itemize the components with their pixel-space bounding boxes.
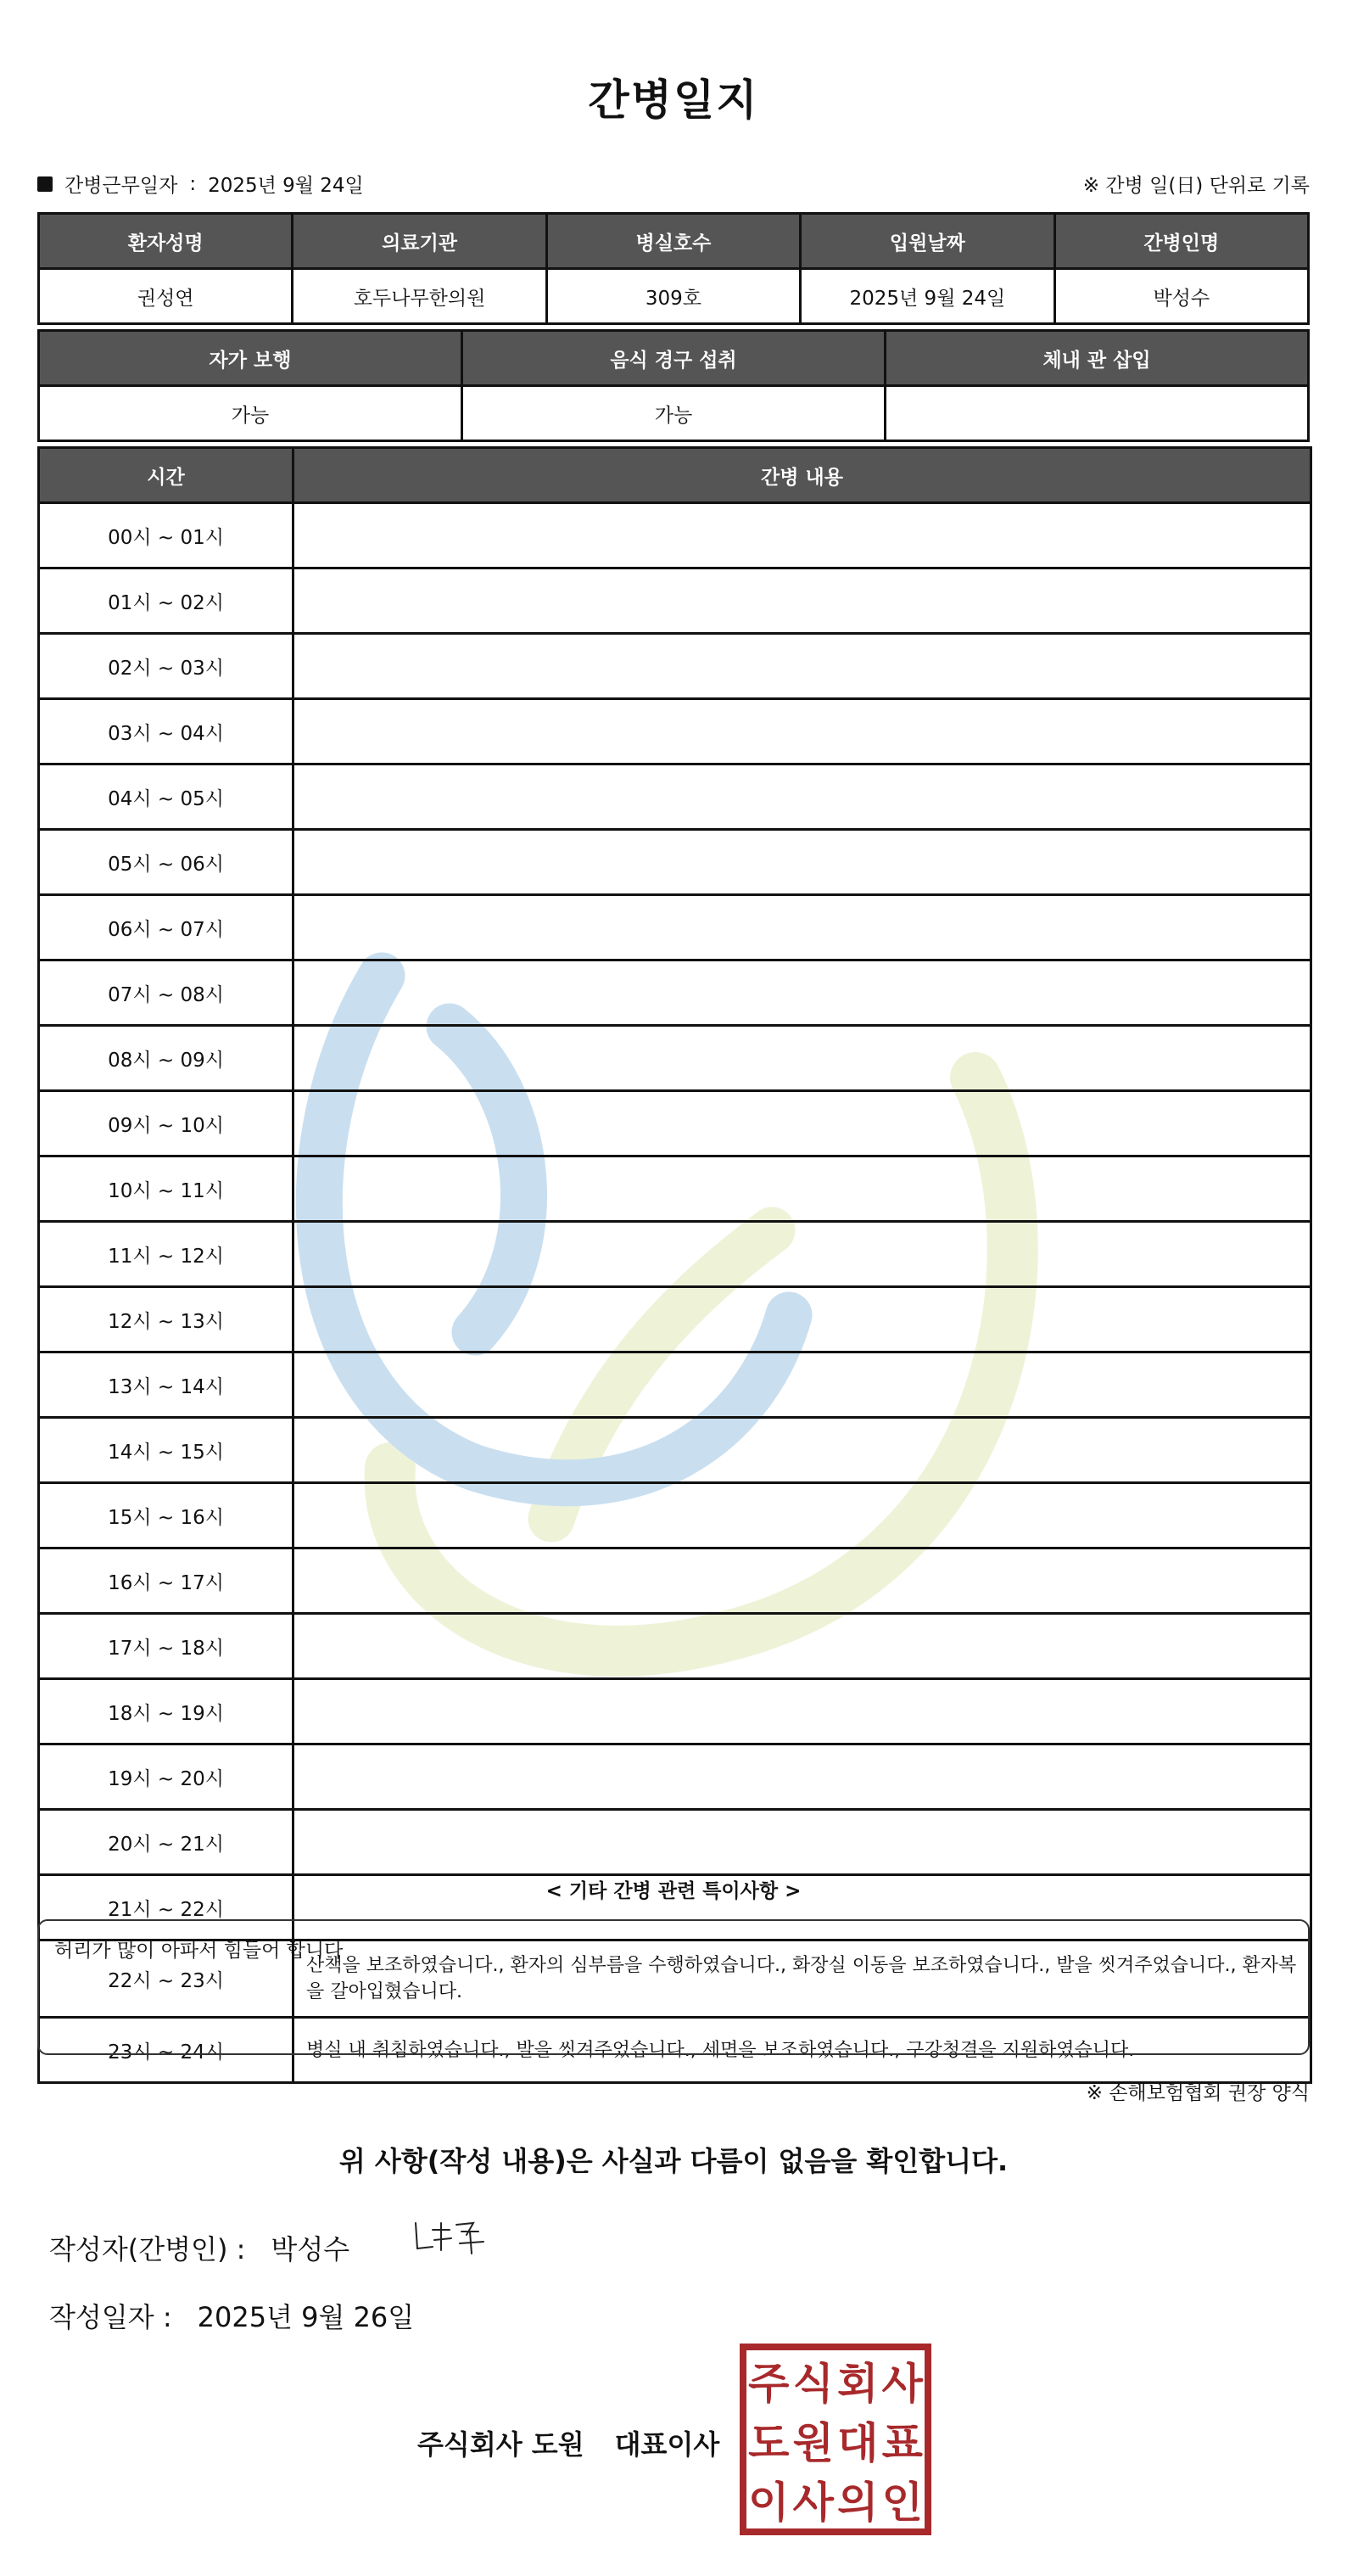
log-time-cell: 17시 ~ 18시: [39, 1614, 293, 1679]
header-patient-name: 환자성명: [39, 214, 293, 269]
log-content-cell: [293, 1483, 1311, 1548]
header-tube-insertion: 체내 관 삽입: [886, 331, 1309, 386]
work-date-line: [37, 170, 364, 198]
log-time-cell: 15시 ~ 16시: [39, 1483, 293, 1548]
header-self-walking: 자가 보행: [39, 331, 462, 386]
seal-character: 의: [837, 2478, 879, 2528]
log-content-cell: [293, 1548, 1311, 1614]
log-content-cell: [293, 1091, 1311, 1156]
log-row: [39, 1418, 1311, 1483]
header-room-number: 병실호수: [546, 214, 800, 269]
log-time-cell: 07시 ~ 08시: [39, 960, 293, 1026]
log-content-cell: [293, 1679, 1311, 1744]
log-row: [39, 1744, 1311, 1810]
log-time-cell: 08시 ~ 09시: [39, 1026, 293, 1091]
work-date-separator: :: [189, 172, 197, 195]
log-row: [39, 1287, 1311, 1352]
log-row: [39, 1810, 1311, 1875]
header-time: 시간: [39, 448, 293, 503]
log-row: [39, 764, 1311, 830]
log-content-cell: [293, 895, 1311, 960]
header-medical-institution: 의료기관: [293, 214, 546, 269]
notes-title: < 기타 간병 관련 특이사항 >: [545, 1880, 802, 1902]
tube-insertion-value: [886, 386, 1309, 441]
seal-character: 이: [748, 2478, 790, 2528]
log-content-cell: [293, 764, 1311, 830]
log-row: [39, 1679, 1311, 1744]
log-time-cell: 05시 ~ 06시: [39, 830, 293, 895]
log-content-cell: [293, 1744, 1311, 1810]
log-content-cell: [293, 1418, 1311, 1483]
log-row: [39, 503, 1311, 568]
log-time-cell: 10시 ~ 11시: [39, 1156, 293, 1222]
written-date-line: [49, 2296, 414, 2335]
seal-character: 대: [837, 2418, 879, 2468]
medical-institution: 호두나무한의원: [293, 269, 546, 324]
self-walking-value: 가능: [39, 386, 462, 441]
seal-character: 표: [881, 2418, 923, 2468]
status-value-row: [39, 386, 1309, 441]
seal-character: 도: [748, 2418, 790, 2468]
handwritten-signature: [407, 2206, 509, 2265]
log-row: [39, 568, 1311, 634]
info-header-row: [39, 214, 1309, 269]
log-row: [39, 699, 1311, 764]
log-time-cell: 13시 ~ 14시: [39, 1352, 293, 1418]
log-content-cell: [293, 830, 1311, 895]
log-time-cell: 02시 ~ 03시: [39, 634, 293, 699]
log-time-cell: 18시 ~ 19시: [39, 1679, 293, 1744]
seal-character: 회: [837, 2359, 879, 2409]
bullet-square-icon: [37, 176, 53, 192]
header-care-content: 간병 내용: [293, 448, 1311, 503]
log-row: [39, 1156, 1311, 1222]
page-title: 간병일지: [588, 76, 759, 125]
log-time-cell: 23시 ~ 24시: [39, 2018, 293, 2083]
patient-name: 권성연: [39, 269, 293, 324]
log-content-cell: [293, 568, 1311, 634]
seal-character: 식: [792, 2359, 834, 2409]
log-time-cell: 06시 ~ 07시: [39, 895, 293, 960]
log-row: [39, 1352, 1311, 1418]
log-content-cell: [293, 960, 1311, 1026]
seal-character: 사: [792, 2478, 834, 2528]
log-row: [39, 1548, 1311, 1614]
log-time-cell: 19시 ~ 20시: [39, 1744, 293, 1810]
admission-date: 2025년 9월 24일: [801, 269, 1054, 324]
log-content-cell: [293, 1810, 1311, 1875]
log-row: [39, 1483, 1311, 1548]
log-content-cell: 산책을 보조하였습니다., 환자의 심부름을 수행하였습니다., 화장실 이동을 보조하였습니다., 발을 씻겨주었습니다., 환자복을 갈아입혔습니다.: [293, 1940, 1311, 2018]
log-row: [39, 1026, 1311, 1091]
company-representative-title: 대표이사: [614, 2428, 720, 2461]
status-header-row: [39, 331, 1309, 386]
info-value-row: [39, 269, 1309, 324]
written-date-value: 2025년 9월 26일: [197, 2301, 415, 2333]
log-content-cell: [293, 1156, 1311, 1222]
oral-intake-value: 가능: [462, 386, 886, 441]
log-row: [39, 895, 1311, 960]
company-name: 주식회사 도원: [417, 2428, 584, 2461]
company-seal-stamp: [738, 2342, 933, 2537]
header-caregiver-name: 간병인명: [1054, 214, 1308, 269]
seal-character: 원: [792, 2418, 834, 2468]
header-admission-date: 입원날짜: [801, 214, 1054, 269]
notes-box: [37, 1919, 1310, 2055]
unit-note: ※ 간병 일(日) 단위로 기록: [1082, 175, 1310, 197]
log-content-cell: [293, 699, 1311, 764]
log-content-cell: [293, 1614, 1311, 1679]
writer-line: [49, 2228, 349, 2267]
log-content-cell: 병실 내 취침하였습니다., 발을 씻겨주었습니다., 세면을 보조하였습니다., 구강청결을 지원하였습니다.: [293, 2018, 1311, 2083]
header-oral-intake: 음식 경구 섭취: [462, 331, 886, 386]
writer-label: 작성자(간병인) :: [49, 2233, 246, 2265]
company-line: [417, 2423, 719, 2462]
notes-text: 허리가 많이 아파서 힘들어 합니다: [54, 1940, 344, 1962]
log-time-cell: 03시 ~ 04시: [39, 699, 293, 764]
patient-info-table: [37, 212, 1310, 325]
room-number: 309호: [546, 269, 800, 324]
log-time-cell: 21시 ~ 22시: [39, 1875, 293, 1940]
log-time-cell: 20시 ~ 21시: [39, 1810, 293, 1875]
patient-status-table: [37, 329, 1310, 442]
log-time-cell: 14시 ~ 15시: [39, 1418, 293, 1483]
log-time-cell: 16시 ~ 17시: [39, 1548, 293, 1614]
log-time-cell: 11시 ~ 12시: [39, 1222, 293, 1287]
log-row: [39, 1222, 1311, 1287]
log-time-cell: 09시 ~ 10시: [39, 1091, 293, 1156]
log-content-cell: [293, 1352, 1311, 1418]
log-time-cell: 22시 ~ 23시: [39, 1940, 293, 2018]
log-header-row: [39, 448, 1311, 503]
seal-character: 인: [881, 2478, 923, 2528]
log-time-cell: 01시 ~ 02시: [39, 568, 293, 634]
log-content-cell: [293, 1287, 1311, 1352]
recommendation-note: ※ 손해보험협회 권장 양식: [1086, 2082, 1310, 2104]
seal-character: 주: [748, 2359, 790, 2409]
log-content-cell: [293, 634, 1311, 699]
work-date-label: 간병근무일자: [64, 175, 178, 197]
log-time-cell: 04시 ~ 05시: [39, 764, 293, 830]
confirmation-statement: 위 사항(작성 내용)은 사실과 다름이 없음을 확인합니다.: [338, 2145, 1009, 2177]
work-date-value: 2025년 9월 24일: [208, 175, 364, 197]
caregiver-name: 박성수: [1054, 269, 1308, 324]
log-row: [39, 1091, 1311, 1156]
log-content-cell: [293, 1222, 1311, 1287]
log-row: [39, 960, 1311, 1026]
log-row: [39, 634, 1311, 699]
log-time-cell: 00시 ~ 01시: [39, 503, 293, 568]
writer-name: 박성수: [271, 2233, 350, 2265]
seal-character: 사: [881, 2359, 923, 2409]
log-row: [39, 830, 1311, 895]
log-row: [39, 1614, 1311, 1679]
hourly-care-log-table: [37, 446, 1312, 2084]
written-date-label: 작성일자 :: [49, 2301, 172, 2333]
log-content-cell: [293, 1026, 1311, 1091]
log-content-cell: [293, 503, 1311, 568]
log-time-cell: 12시 ~ 13시: [39, 1287, 293, 1352]
